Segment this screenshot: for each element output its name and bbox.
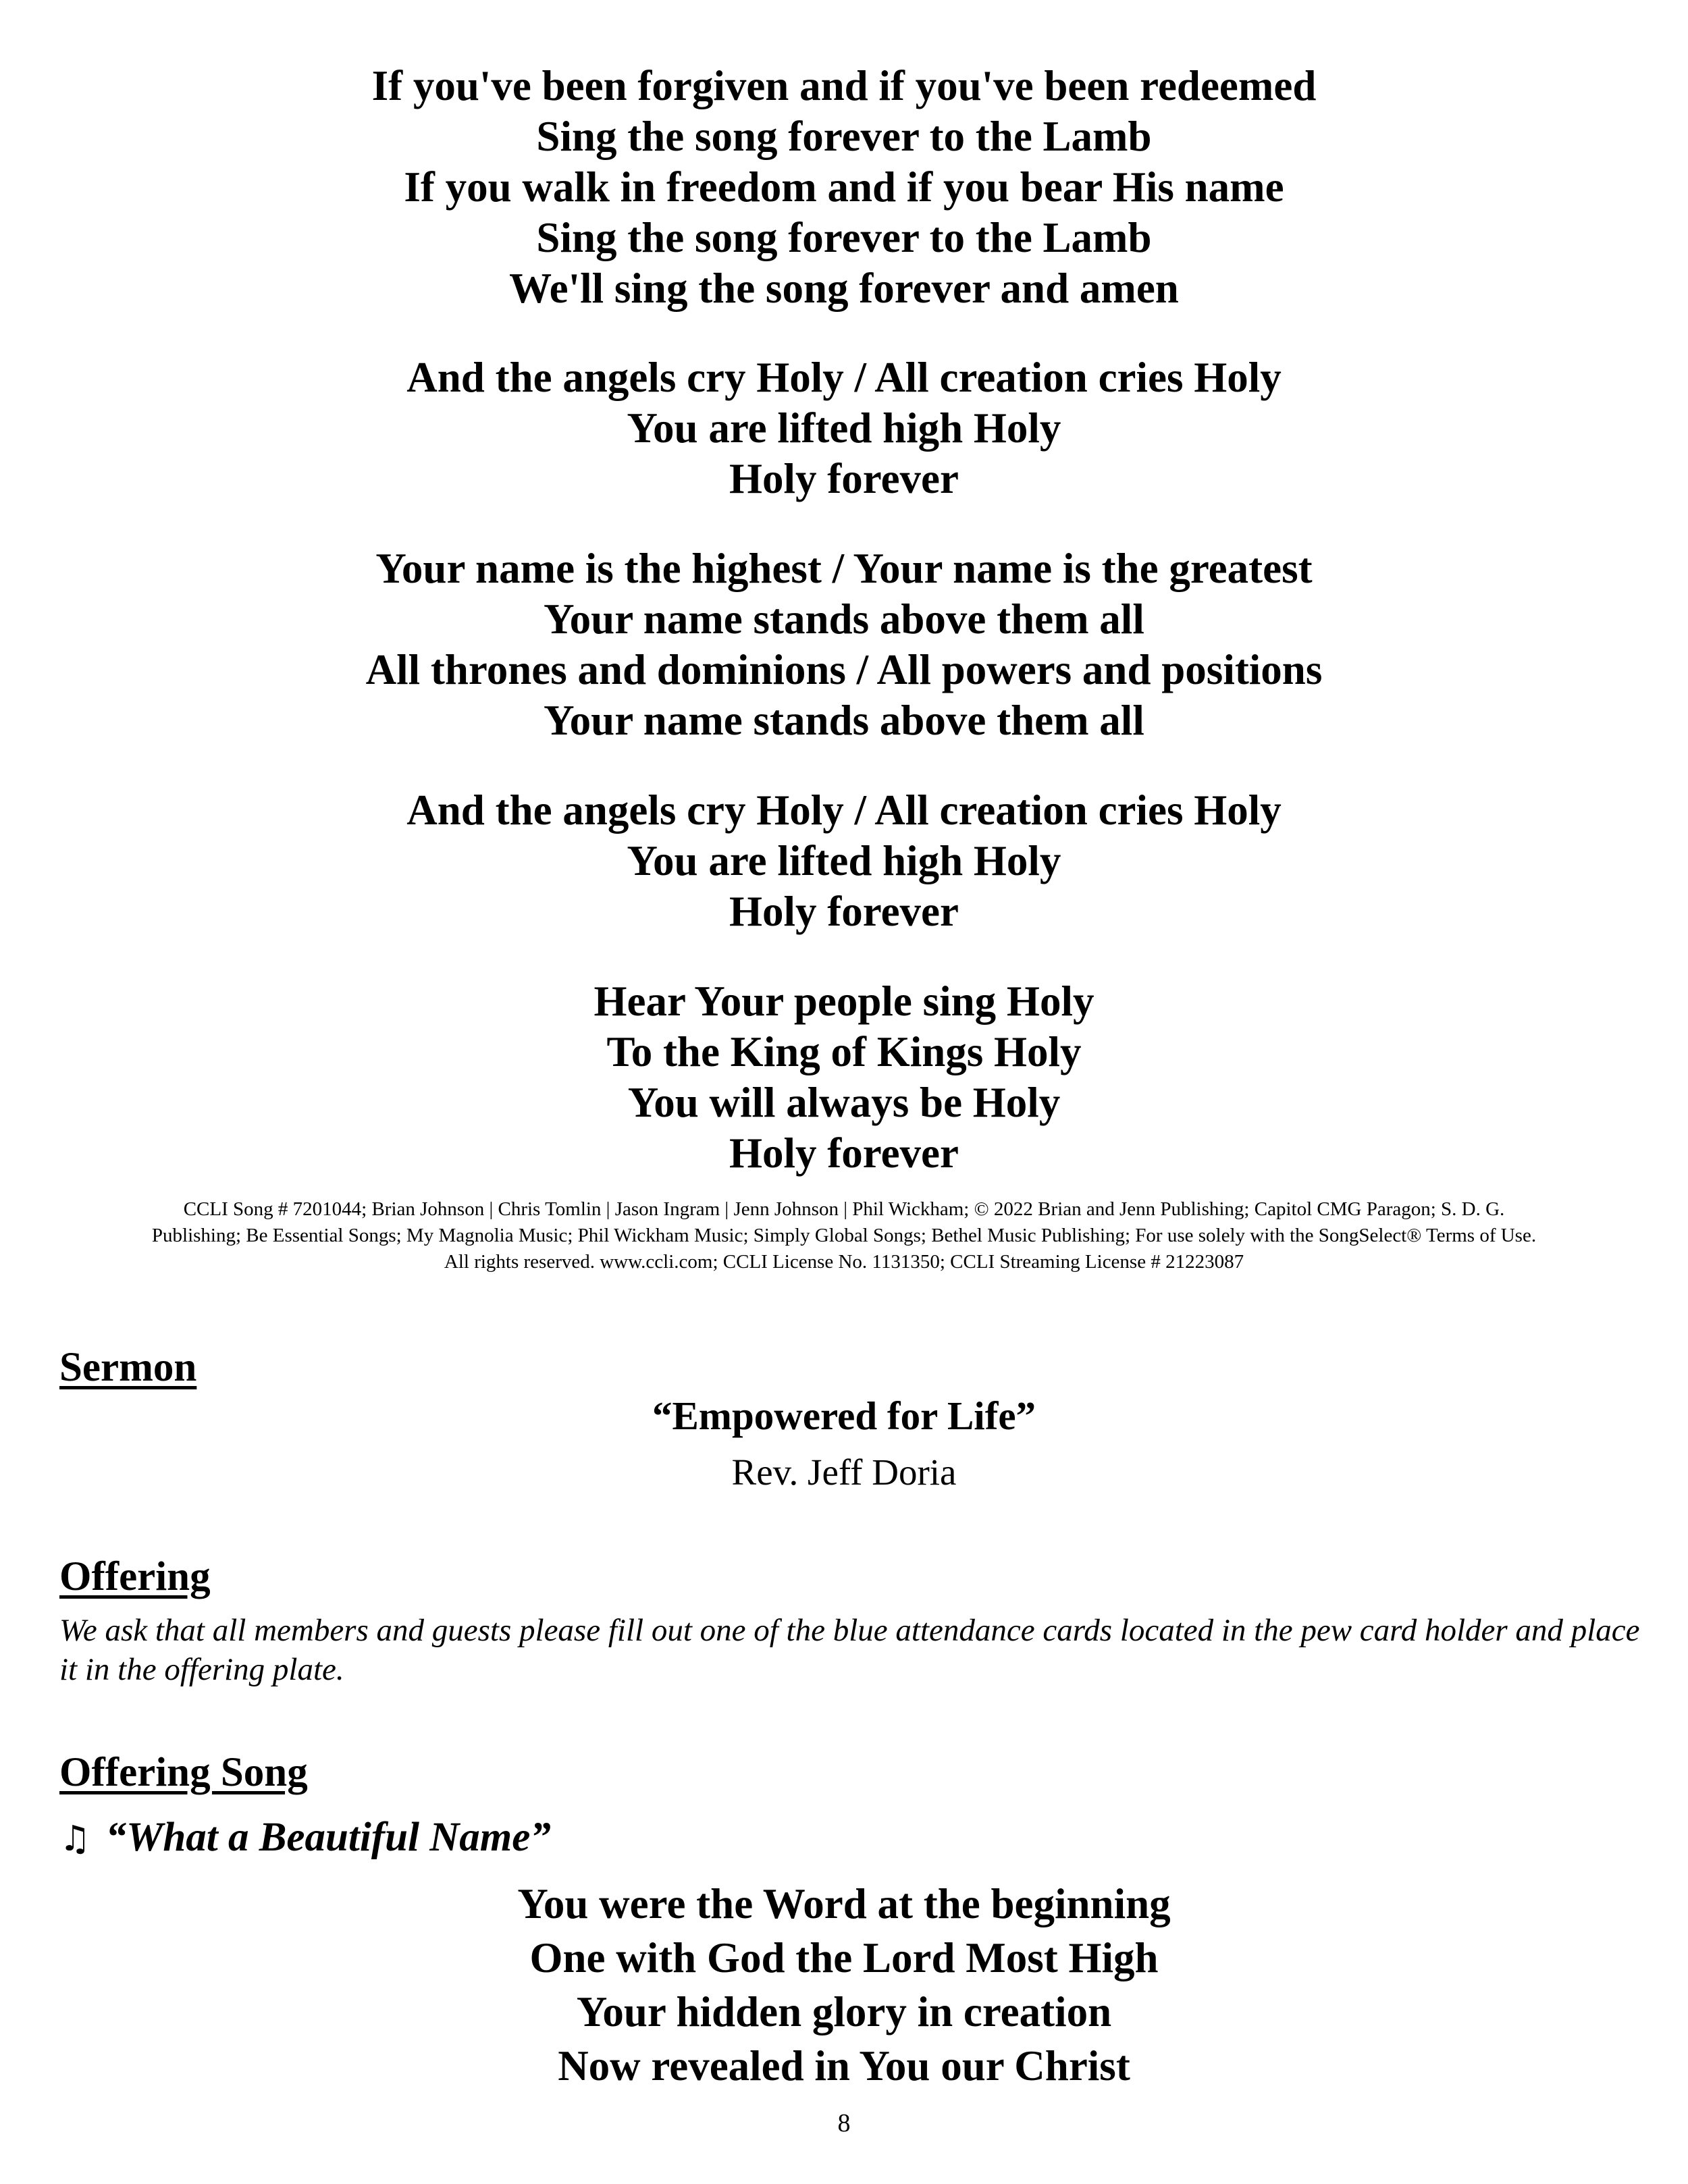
lyric-line: All thrones and dominions / All powers and positions <box>365 646 1323 693</box>
lyric-line: To the King of Kings Holy <box>606 1028 1082 1075</box>
lyric-line: Holy forever <box>729 888 959 935</box>
sermon-title: “Empowered for Life” <box>652 1393 1036 1438</box>
ccli-line: All rights reserved. www.ccli.com; CCLI License No. 1131350; CCLI Streaming License # 21223087 <box>444 1251 1244 1273</box>
lyrics-stanza-3 <box>0 543 1688 746</box>
lyric-line: Your name stands above them all <box>544 697 1144 744</box>
sermon-speaker: Rev. Jeff Doria <box>731 1451 957 1493</box>
lyric-line: You were the Word at the beginning <box>517 1880 1171 1927</box>
lyric-line: And the angels cry Holy / All creation cries Holy <box>406 787 1282 834</box>
lyric-line: You will always be Holy <box>627 1079 1061 1126</box>
song-title: “What a Beautiful Name” <box>105 1815 551 1860</box>
lyric-line: Now revealed in You our Christ <box>558 2042 1130 2089</box>
lyric-line: Your name is the highest / Your name is the greatest <box>375 545 1313 592</box>
music-note-icon: ♫ <box>59 1819 91 1859</box>
lyric-line: Holy forever <box>729 455 959 502</box>
lyrics-stanza-5 <box>0 976 1688 1179</box>
lyric-line: Your name stands above them all <box>544 595 1144 643</box>
lyrics-stanza-1 <box>0 61 1688 314</box>
lyric-line: You are lifted high Holy <box>627 404 1061 452</box>
lyric-line: Hear Your people sing Holy <box>594 978 1094 1025</box>
lyric-line: Your hidden glory in creation <box>576 1988 1112 2035</box>
lyrics-stanza-2 <box>0 352 1688 504</box>
lyric-line: Sing the song forever to the Lamb <box>536 113 1152 160</box>
lyric-line: If you've been forgiven and if you've been redeemed <box>371 62 1317 109</box>
lyric-line: Holy forever <box>729 1129 959 1177</box>
offering-heading: Offering <box>59 1554 211 1599</box>
page-number: 8 <box>837 2109 851 2137</box>
song-title-row <box>59 1813 551 1863</box>
offering-song-heading: Offering Song <box>59 1750 308 1795</box>
offering-note: We ask that all members and guests please fill out one of the blue attendance cards located in the pew card holder and place it in the offering plate. <box>59 1613 1640 1687</box>
lyric-line: And the angels cry Holy / All creation cries Holy <box>406 354 1282 401</box>
sermon-heading: Sermon <box>59 1345 197 1390</box>
ccli-copyright-notice <box>41 1196 1647 1275</box>
lyric-line: We'll sing the song forever and amen <box>509 265 1179 312</box>
lyric-line: One with God the Lord Most High <box>529 1934 1159 1981</box>
lyric-line: You are lifted high Holy <box>627 837 1061 884</box>
lyric-line: Sing the song forever to the Lamb <box>536 214 1152 261</box>
ccli-line: CCLI Song # 7201044; Brian Johnson | Chris Tomlin | Jason Ingram | Jenn Johnson | Phil Wickham; © 2022 Brian and Jenn Publishing; Capitol CMG Paragon; S. D. G. <box>183 1198 1505 1220</box>
ccli-line: Publishing; Be Essential Songs; My Magnolia Music; Phil Wickham Music; Simply Global Songs; Bethel Music Publishing; For use solely with the SongSelect® Terms of Use. <box>151 1225 1537 1246</box>
lyric-line: If you walk in freedom and if you bear His name <box>404 163 1284 211</box>
offering-song-lyrics <box>0 1877 1688 2093</box>
lyrics-stanza-4 <box>0 785 1688 937</box>
